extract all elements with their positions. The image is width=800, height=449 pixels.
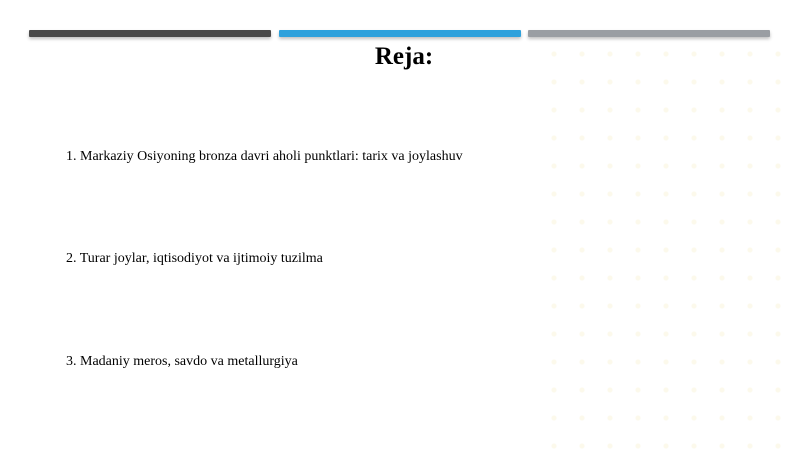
decor-bar-gray [528, 30, 770, 37]
decor-bar-dark [29, 30, 271, 37]
background-dot-pattern [540, 40, 800, 449]
plan-item-2: 2. Turar joylar, iqtisodiyot va ijtimoiy tuzilma [66, 251, 323, 266]
plan-item-3: 3. Madaniy meros, savdo va metallurgiya [66, 354, 298, 369]
slide-title: Reja: [374, 43, 434, 70]
plan-item-1: 1. Markaziy Osiyoning bronza davri aholi punktlari: tarix va joylashuv [66, 149, 463, 164]
decor-bar-blue [279, 30, 521, 37]
